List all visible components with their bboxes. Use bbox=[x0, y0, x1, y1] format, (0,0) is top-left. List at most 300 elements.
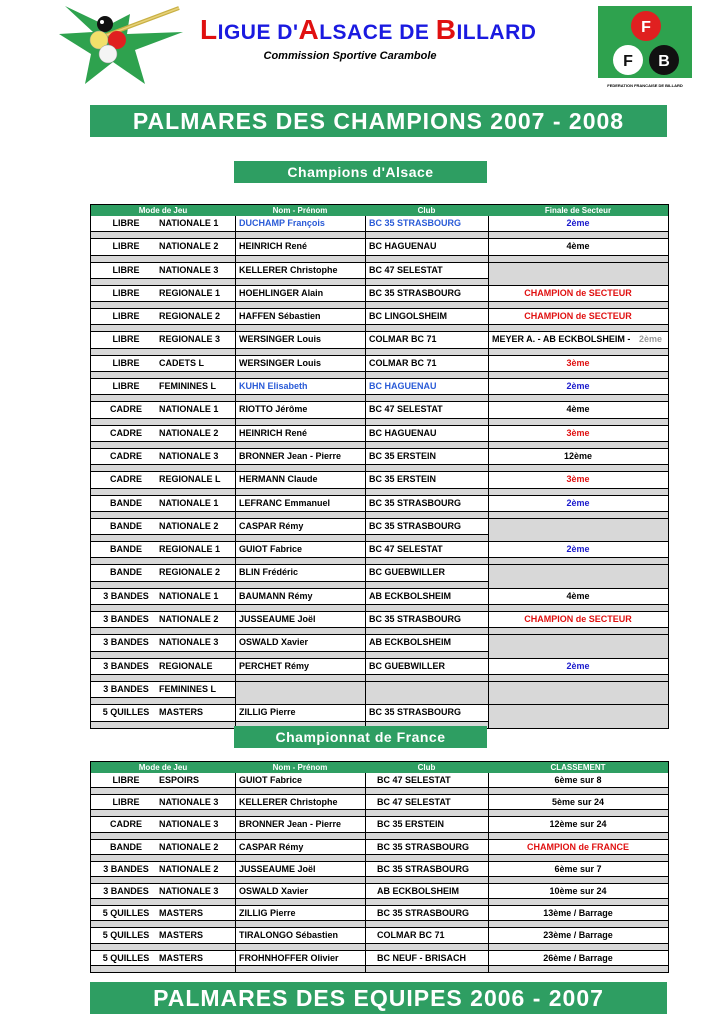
mode-cell: BANDE bbox=[109, 497, 142, 508]
row-separator bbox=[91, 809, 668, 816]
mode-cell: 3 BANDES bbox=[103, 683, 149, 694]
mode-cell: 3 BANDES bbox=[103, 885, 149, 896]
mode-cell: LIBRE bbox=[112, 264, 140, 275]
ffb-letter-f2: F bbox=[623, 53, 633, 70]
subtitle: Commission Sportive Carambole bbox=[263, 50, 437, 62]
header-club: Club bbox=[417, 206, 436, 215]
result-cell: 3ème bbox=[566, 474, 590, 485]
column-divider bbox=[235, 840, 236, 861]
column-divider bbox=[365, 817, 366, 838]
column-divider bbox=[365, 659, 366, 681]
club-cell: BC 35 STRASBOURG bbox=[369, 614, 462, 625]
category-cell: MASTERS bbox=[159, 930, 204, 941]
category-cell: NATIONALE 3 bbox=[159, 637, 219, 648]
column-divider bbox=[235, 565, 236, 587]
club-cell: AB ECKBOLSHEIM bbox=[369, 590, 452, 601]
club-cell: BC HAGUENAU bbox=[369, 427, 437, 438]
table-row bbox=[91, 449, 668, 472]
category-cell: REGIONALE 2 bbox=[159, 311, 221, 322]
table-row bbox=[91, 773, 668, 795]
column-divider bbox=[235, 542, 236, 564]
header-classement: CLASSEMENT bbox=[550, 763, 606, 772]
column-divider bbox=[365, 773, 366, 794]
column-divider bbox=[235, 379, 236, 401]
club-cell: COLMAR BC 71 bbox=[369, 357, 437, 368]
category-cell: NATIONALE 1 bbox=[159, 404, 219, 415]
mode-cell: 5 QUILLES bbox=[102, 908, 150, 919]
row-separator bbox=[91, 876, 668, 883]
column-divider bbox=[365, 263, 366, 285]
mode-cell: BANDE bbox=[109, 520, 142, 531]
table-row bbox=[91, 263, 668, 286]
column-divider bbox=[235, 795, 236, 816]
mode-cell: LIBRE bbox=[112, 334, 140, 345]
name-cell: ZILLIG Pierre bbox=[239, 707, 296, 718]
result-cell: 13ème / Barrage bbox=[543, 908, 613, 919]
column-divider bbox=[488, 263, 489, 285]
column-divider bbox=[365, 705, 366, 727]
column-divider bbox=[365, 239, 366, 261]
mode-cell: 3 BANDES bbox=[103, 637, 149, 648]
column-divider bbox=[365, 356, 366, 378]
mode-cell: 5 QUILLES bbox=[102, 952, 150, 963]
name-cell: TIRALONGO Sébastien bbox=[239, 930, 339, 941]
table-row bbox=[91, 565, 668, 588]
header-club: Club bbox=[417, 763, 436, 772]
mode-cell: LIBRE bbox=[112, 797, 140, 808]
result-cell: CHAMPION de SECTEUR bbox=[524, 614, 632, 625]
column-divider bbox=[235, 239, 236, 261]
result-cell: 4ème bbox=[566, 241, 590, 252]
result-cell: 26ème / Barrage bbox=[543, 952, 613, 963]
header-mode: Mode de Jeu bbox=[138, 763, 188, 772]
league-logo bbox=[55, 4, 185, 86]
name-cell: HEINRICH René bbox=[239, 427, 308, 438]
column-divider bbox=[235, 928, 236, 949]
column-divider bbox=[488, 332, 489, 354]
column-divider bbox=[235, 309, 236, 331]
category-cell: MASTERS bbox=[159, 952, 204, 963]
mode-cell: LIBRE bbox=[112, 287, 140, 298]
empty-cell bbox=[365, 682, 488, 704]
column-divider bbox=[365, 519, 366, 541]
club-cell: BC 35 ERSTEIN bbox=[377, 819, 445, 830]
column-divider bbox=[365, 795, 366, 816]
column-divider bbox=[235, 682, 236, 704]
column-divider bbox=[235, 862, 236, 883]
table-row bbox=[91, 472, 668, 495]
mode-cell: LIBRE bbox=[112, 775, 140, 785]
name-cell: PERCHET Rémy bbox=[239, 660, 310, 671]
row-separator bbox=[91, 557, 668, 564]
result-cell: MEYER A. - AB ECKBOLSHEIM - bbox=[492, 334, 631, 345]
name-cell: KELLERER Christophe bbox=[239, 797, 338, 808]
table-row bbox=[91, 332, 668, 355]
title-part-lsace: LSACE DE bbox=[319, 21, 436, 44]
category-cell: NATIONALE 2 bbox=[159, 520, 219, 531]
column-divider bbox=[488, 565, 489, 587]
mode-cell: 3 BANDES bbox=[103, 863, 149, 874]
column-divider bbox=[365, 840, 366, 861]
header-name: Nom - Prénom bbox=[272, 763, 328, 772]
club-cell: BC 35 STRASBOURG bbox=[377, 863, 470, 874]
club-cell: BC 47 SELESTAT bbox=[377, 797, 451, 808]
name-cell: HERMANN Claude bbox=[239, 474, 318, 485]
league-title bbox=[200, 14, 570, 46]
category-cell: NATIONALE 3 bbox=[159, 819, 219, 830]
category-cell: FEMININES L bbox=[159, 683, 217, 694]
mode-cell: CADRE bbox=[109, 404, 142, 415]
row-separator bbox=[91, 943, 668, 950]
column-divider bbox=[235, 906, 236, 927]
table-row bbox=[91, 309, 668, 332]
club-cell: BC NEUF - BRISACH bbox=[377, 952, 466, 963]
result-cell: 2ème bbox=[566, 218, 590, 228]
result-cell: 2ème bbox=[566, 544, 590, 555]
category-cell: NATIONALE 2 bbox=[159, 427, 219, 438]
row-separator bbox=[91, 418, 668, 425]
column-divider bbox=[365, 682, 366, 704]
empty-result-cell bbox=[488, 635, 668, 657]
result-cell: 4ème bbox=[566, 590, 590, 601]
table-row bbox=[91, 379, 668, 402]
result-cell: 3ème bbox=[566, 357, 590, 368]
table-row bbox=[91, 239, 668, 262]
column-divider bbox=[235, 589, 236, 611]
column-divider bbox=[365, 472, 366, 494]
category-cell: REGIONALE 2 bbox=[159, 567, 221, 578]
column-divider bbox=[365, 951, 366, 972]
header-result: Finale de Secteur bbox=[544, 206, 612, 215]
category-cell: NATIONALE 2 bbox=[159, 241, 219, 252]
category-cell: ESPOIRS bbox=[159, 775, 200, 785]
club-cell: AB ECKBOLSHEIM bbox=[369, 637, 452, 648]
table-row bbox=[91, 402, 668, 425]
column-divider bbox=[365, 565, 366, 587]
row-separator bbox=[91, 348, 668, 355]
column-divider bbox=[235, 659, 236, 681]
name-cell: DUCHAMP François bbox=[239, 218, 325, 228]
row-separator bbox=[91, 920, 668, 927]
table-row bbox=[91, 519, 668, 542]
club-cell: BC 35 STRASBOURG bbox=[377, 908, 470, 919]
title-initial-a: A bbox=[298, 14, 320, 45]
result-cell: 2ème bbox=[566, 660, 590, 671]
club-cell: COLMAR BC 71 bbox=[369, 334, 437, 345]
result-cell: 5ème sur 24 bbox=[551, 797, 605, 808]
club-cell: BC 35 ERSTEIN bbox=[369, 474, 437, 485]
name-cell: WERSINGER Louis bbox=[239, 357, 322, 368]
column-divider bbox=[235, 612, 236, 634]
mode-cell: CADRE bbox=[109, 819, 142, 830]
mode-cell: LIBRE bbox=[112, 381, 140, 392]
club-cell: BC 47 SELESTAT bbox=[369, 404, 443, 415]
france-section-title: Championnat de France bbox=[234, 726, 487, 748]
table-row bbox=[91, 589, 668, 612]
column-divider bbox=[235, 472, 236, 494]
name-cell: HOEHLINGER Alain bbox=[239, 287, 324, 298]
column-divider bbox=[365, 884, 366, 905]
column-divider bbox=[365, 216, 366, 238]
column-divider bbox=[235, 496, 236, 518]
name-cell: GUIOT Fabrice bbox=[239, 775, 303, 785]
column-divider bbox=[365, 309, 366, 331]
column-divider bbox=[235, 817, 236, 838]
column-divider bbox=[235, 635, 236, 657]
column-divider bbox=[235, 426, 236, 448]
france-championship-table bbox=[90, 761, 669, 973]
name-cell: BAUMANN Rémy bbox=[239, 590, 313, 601]
category-cell: REGIONALE L bbox=[159, 474, 221, 485]
category-cell: REGIONALE 3 bbox=[159, 334, 221, 345]
name-cell: KUHN Elisabeth bbox=[239, 381, 308, 392]
result-cell: 12ème bbox=[563, 450, 593, 461]
row-separator bbox=[91, 787, 668, 794]
name-cell: ZILLIG Pierre bbox=[239, 908, 296, 919]
club-cell: BC HAGUENAU bbox=[369, 241, 437, 252]
column-divider bbox=[235, 705, 236, 727]
column-divider bbox=[488, 705, 489, 727]
club-cell: BC 35 STRASBOURG bbox=[377, 841, 470, 852]
column-divider bbox=[365, 612, 366, 634]
club-cell: BC 35 ERSTEIN bbox=[369, 450, 437, 461]
column-divider bbox=[365, 635, 366, 657]
mode-cell: BANDE bbox=[109, 544, 142, 555]
column-divider bbox=[365, 332, 366, 354]
category-cell: NATIONALE 2 bbox=[159, 841, 219, 852]
category-cell: NATIONALE 2 bbox=[159, 614, 219, 625]
name-cell: FROHNHOFFER Olivier bbox=[239, 952, 339, 963]
mode-cell: CADRE bbox=[109, 427, 142, 438]
club-cell: BC HAGUENAU bbox=[369, 381, 437, 392]
column-divider bbox=[488, 635, 489, 657]
column-divider bbox=[235, 951, 236, 972]
row-separator bbox=[91, 511, 668, 518]
row-separator bbox=[91, 231, 668, 238]
table-row bbox=[91, 906, 668, 928]
ffb-letter-b: B bbox=[658, 53, 670, 70]
empty-result-cell bbox=[488, 519, 668, 541]
name-cell: CASPAR Rémy bbox=[239, 841, 304, 852]
table-row bbox=[91, 862, 668, 884]
club-cell: BC LINGOLSHEIM bbox=[369, 311, 447, 322]
empty-result-cell bbox=[488, 705, 668, 727]
champions-banner: PALMARES DES CHAMPIONS 2007 - 2008 bbox=[90, 105, 667, 137]
club-cell: AB ECKBOLSHEIM bbox=[377, 885, 460, 896]
name-cell: WERSINGER Louis bbox=[239, 334, 322, 345]
mode-cell: 5 QUILLES bbox=[102, 930, 150, 941]
alsace-table-header bbox=[91, 205, 668, 216]
column-divider bbox=[365, 426, 366, 448]
teams-banner: PALMARES DES EQUIPES 2006 - 2007 bbox=[90, 982, 667, 1014]
column-divider bbox=[365, 928, 366, 949]
row-separator bbox=[91, 371, 668, 378]
category-cell: MASTERS bbox=[159, 908, 204, 919]
column-divider bbox=[235, 449, 236, 471]
column-divider bbox=[365, 589, 366, 611]
category-cell: NATIONALE 3 bbox=[159, 450, 219, 461]
result-cell: CHAMPION de SECTEUR bbox=[524, 287, 632, 298]
row-separator bbox=[91, 832, 668, 839]
table-row bbox=[91, 542, 668, 565]
column-divider bbox=[235, 519, 236, 541]
result-cell: 6ème sur 8 bbox=[554, 775, 602, 785]
column-divider bbox=[365, 379, 366, 401]
table-row bbox=[91, 840, 668, 862]
category-cell: CADETS L bbox=[159, 357, 204, 368]
table-row bbox=[91, 356, 668, 379]
column-divider bbox=[365, 286, 366, 308]
row-separator bbox=[91, 627, 668, 634]
alsace-section-title: Champions d'Alsace bbox=[234, 161, 487, 183]
name-cell: HEINRICH René bbox=[239, 241, 308, 252]
club-cell: BC 35 STRASBOURG bbox=[369, 218, 462, 228]
category-cell: NATIONALE 2 bbox=[159, 863, 219, 874]
table-row bbox=[91, 817, 668, 839]
table-row bbox=[91, 496, 668, 519]
column-divider bbox=[235, 286, 236, 308]
club-cell: BC 35 STRASBOURG bbox=[369, 497, 462, 508]
table-row bbox=[91, 216, 668, 239]
column-divider bbox=[488, 519, 489, 541]
table-row bbox=[91, 612, 668, 635]
category-cell: NATIONALE 3 bbox=[159, 797, 219, 808]
empty-result-cell bbox=[488, 263, 668, 285]
mode-cell: 5 QUILLES bbox=[102, 707, 150, 718]
category-cell: MASTERS bbox=[159, 707, 204, 718]
mode-cell: LIBRE bbox=[112, 357, 140, 368]
club-cell: BC 35 STRASBOURG bbox=[369, 707, 462, 718]
name-cell: KELLERER Christophe bbox=[239, 264, 338, 275]
name-cell: LEFRANC Emmanuel bbox=[239, 497, 331, 508]
mode-cell: 3 BANDES bbox=[103, 614, 149, 625]
mode-cell: 3 BANDES bbox=[103, 660, 149, 671]
category-cell: NATIONALE 1 bbox=[159, 590, 219, 601]
column-divider bbox=[365, 862, 366, 883]
column-divider bbox=[365, 906, 366, 927]
result-cell: 23ème / Barrage bbox=[543, 930, 613, 941]
club-cell: BC 47 SELESTAT bbox=[369, 544, 443, 555]
mode-cell: BANDE bbox=[109, 567, 142, 578]
result-cell: CHAMPION de SECTEUR bbox=[524, 311, 632, 322]
header-name: Nom - Prénom bbox=[272, 206, 328, 215]
name-cell: RIOTTO Jérôme bbox=[239, 404, 308, 415]
column-divider bbox=[235, 884, 236, 905]
result-cell: 12ème sur 24 bbox=[549, 819, 607, 830]
table-row bbox=[91, 795, 668, 817]
column-divider bbox=[235, 263, 236, 285]
row-separator bbox=[91, 898, 668, 905]
ffb-letter-f1: F bbox=[641, 19, 651, 36]
empty-cell bbox=[235, 682, 365, 704]
category-cell: NATIONALE 1 bbox=[159, 497, 219, 508]
column-divider bbox=[235, 216, 236, 238]
alsace-champions-table bbox=[90, 204, 669, 729]
column-divider bbox=[235, 773, 236, 794]
mode-cell: 3 BANDES bbox=[103, 590, 149, 601]
category-cell: NATIONALE 3 bbox=[159, 264, 219, 275]
title-part-illard: ILLARD bbox=[456, 21, 537, 44]
mode-cell: LIBRE bbox=[112, 241, 140, 252]
row-separator bbox=[91, 255, 668, 262]
empty-result-cell bbox=[488, 682, 668, 704]
row-separator bbox=[91, 394, 668, 401]
table-row bbox=[91, 426, 668, 449]
table-row bbox=[91, 928, 668, 950]
row-separator bbox=[91, 301, 668, 308]
category-cell: NATIONALE 1 bbox=[159, 218, 219, 228]
name-cell: CASPAR Rémy bbox=[239, 520, 304, 531]
category-cell: FEMININES L bbox=[159, 381, 217, 392]
table-row bbox=[91, 659, 668, 682]
club-cell: BC 35 STRASBOURG bbox=[369, 520, 462, 531]
mode-cell: CADRE bbox=[109, 474, 142, 485]
column-divider bbox=[235, 356, 236, 378]
category-cell: REGIONALE 1 bbox=[159, 544, 221, 555]
club-cell: BC GUEBWILLER bbox=[369, 660, 445, 671]
column-divider bbox=[365, 542, 366, 564]
category-cell: NATIONALE 3 bbox=[159, 885, 219, 896]
column-divider bbox=[235, 402, 236, 424]
name-cell: JUSSEAUME Joël bbox=[239, 863, 316, 874]
row-separator bbox=[91, 464, 668, 471]
mode-cell: LIBRE bbox=[112, 311, 140, 322]
result-extra: 2ème bbox=[639, 334, 663, 345]
mode-cell: LIBRE bbox=[112, 218, 140, 228]
row-separator bbox=[91, 674, 668, 681]
header-mode: Mode de Jeu bbox=[138, 206, 188, 215]
club-cell: BC GUEBWILLER bbox=[369, 567, 445, 578]
name-cell: HAFFEN Sébastien bbox=[239, 311, 321, 322]
ffb-caption: FEDERATION FRANCAISE DE BILLARD bbox=[607, 83, 683, 88]
table-row bbox=[91, 884, 668, 906]
club-cell: BC 35 STRASBOURG bbox=[369, 287, 462, 298]
mode-cell: CADRE bbox=[109, 450, 142, 461]
ffb-logo bbox=[598, 6, 692, 90]
table-row bbox=[91, 951, 668, 973]
row-separator bbox=[91, 441, 668, 448]
column-divider bbox=[365, 496, 366, 518]
result-cell: CHAMPION de FRANCE bbox=[526, 841, 629, 852]
result-cell: 4ème bbox=[566, 404, 590, 415]
title-initial-b: B bbox=[435, 14, 457, 45]
name-cell: BLIN Frédéric bbox=[239, 567, 299, 578]
row-separator bbox=[91, 854, 668, 861]
column-divider bbox=[365, 449, 366, 471]
category-cell: REGIONALE bbox=[159, 660, 213, 671]
club-cell: BC 47 SELESTAT bbox=[369, 264, 443, 275]
empty-result-cell bbox=[488, 565, 668, 587]
column-divider bbox=[235, 332, 236, 354]
row-separator bbox=[91, 965, 668, 972]
table-row bbox=[91, 635, 668, 658]
france-table-header bbox=[91, 762, 668, 773]
row-separator bbox=[91, 324, 668, 331]
column-divider bbox=[365, 402, 366, 424]
result-cell: 10ème sur 24 bbox=[549, 885, 607, 896]
name-cell: BRONNER Jean - Pierre bbox=[239, 450, 342, 461]
name-cell: BRONNER Jean - Pierre bbox=[239, 819, 342, 830]
mode-cell: BANDE bbox=[109, 841, 142, 852]
title-part-igue: IGUE D' bbox=[217, 21, 299, 44]
result-cell: 6ème sur 7 bbox=[554, 863, 602, 874]
column-divider bbox=[488, 682, 489, 704]
table-row bbox=[91, 286, 668, 309]
result-cell: 2ème bbox=[566, 497, 590, 508]
name-cell: OSWALD Xavier bbox=[239, 885, 309, 896]
row-separator bbox=[91, 604, 668, 611]
result-cell: 3ème bbox=[566, 427, 590, 438]
